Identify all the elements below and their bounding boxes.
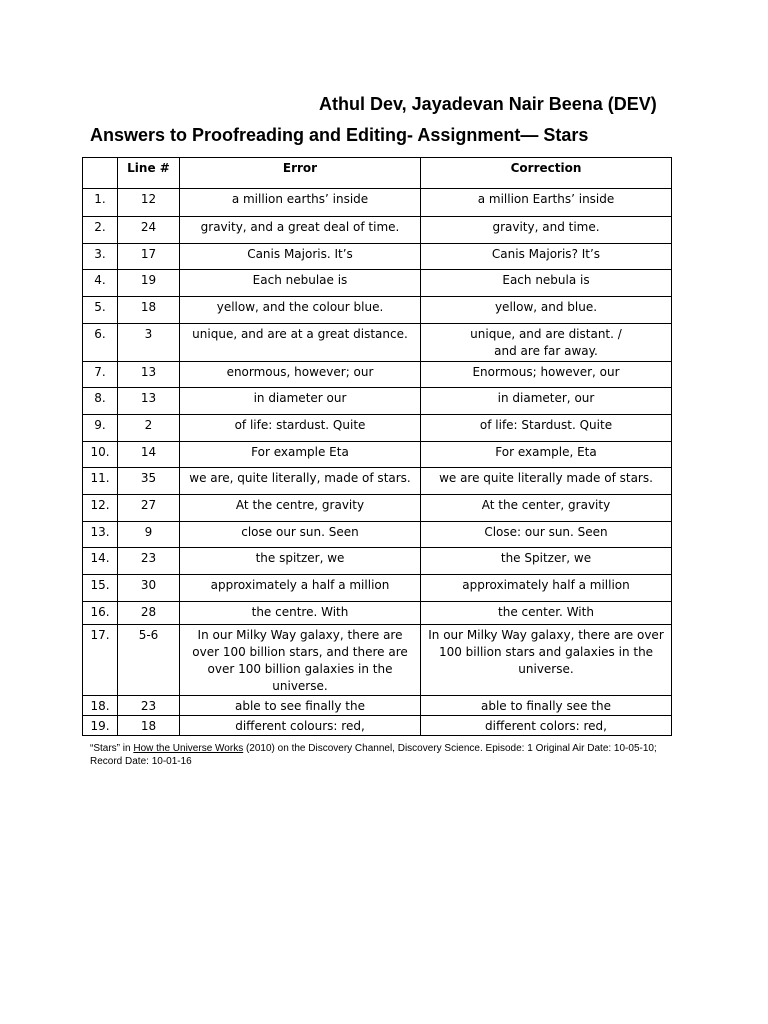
correction-text: the Spitzer, we [421, 548, 672, 575]
table-row [83, 468, 672, 495]
author-name: Athul Dev, Jayadevan Nair Beena (DEV) [319, 94, 657, 114]
line-number: 24 [118, 217, 180, 244]
line-number: 3 [118, 324, 180, 362]
row-number: 17. [83, 625, 118, 696]
line-number: 27 [118, 495, 180, 522]
line-number: 19 [118, 270, 180, 297]
error-text: we are, quite literally, made of stars. [180, 468, 421, 495]
line-number: 17 [118, 244, 180, 270]
error-text: of life: stardust. Quite [180, 415, 421, 442]
table-row [83, 297, 672, 324]
error-text: yellow, and the colour blue. [180, 297, 421, 324]
row-number: 3. [83, 244, 118, 270]
table-row [83, 189, 672, 217]
error-text: the centre. With [180, 602, 421, 625]
row-number: 14. [83, 548, 118, 575]
error-text: Each nebulae is [180, 270, 421, 297]
table-row [83, 442, 672, 468]
row-number: 6. [83, 324, 118, 362]
table-row [83, 244, 672, 270]
correction-text: a million Earths’ inside [421, 189, 672, 217]
line-number: 13 [118, 388, 180, 415]
table-row [83, 324, 672, 362]
table-row [83, 522, 672, 548]
correction-text: Canis Majoris? It’s [421, 244, 672, 270]
row-number: 2. [83, 217, 118, 244]
correction-text: At the center, gravity [421, 495, 672, 522]
row-number: 8. [83, 388, 118, 415]
page-title: Answers to Proofreading and Editing- Assignment— Stars [90, 125, 589, 145]
column-header-error: Error [180, 158, 421, 189]
error-text: in diameter our [180, 388, 421, 415]
row-number: 15. [83, 575, 118, 602]
error-text: approximately a half a million [180, 575, 421, 602]
column-header-number [83, 158, 118, 189]
row-number: 7. [83, 362, 118, 388]
table-row [83, 696, 672, 716]
correction-text: able to finally see the [421, 696, 672, 716]
correction-text: in diameter, our [421, 388, 672, 415]
column-header-line: Line # [118, 158, 180, 189]
table-row [83, 716, 672, 736]
line-number: 12 [118, 189, 180, 217]
table-row [83, 415, 672, 442]
table-row [83, 270, 672, 297]
error-text: In our Milky Way galaxy, there are over 100 billion stars, and there are over 100 billion galaxies in the universe. [180, 625, 421, 696]
correction-text: of life: Stardust. Quite [421, 415, 672, 442]
row-number: 16. [83, 602, 118, 625]
column-header-correction: Correction [421, 158, 672, 189]
correction-text: Close: our sun. Seen [421, 522, 672, 548]
table-body [83, 189, 672, 736]
table-row [83, 548, 672, 575]
table-row [83, 217, 672, 244]
row-number: 19. [83, 716, 118, 736]
correction-text: unique, and are distant. / and are far away. [421, 324, 672, 362]
footnote [90, 742, 690, 768]
line-number: 9 [118, 522, 180, 548]
error-text: Canis Majoris. It’s [180, 244, 421, 270]
correction-text: Each nebula is [421, 270, 672, 297]
correction-text: we are quite literally made of stars. [421, 468, 672, 495]
row-number: 13. [83, 522, 118, 548]
line-number: 5-6 [118, 625, 180, 696]
error-text: different colours: red, [180, 716, 421, 736]
error-text: able to see finally the [180, 696, 421, 716]
correction-text: For example, Eta [421, 442, 672, 468]
line-number: 23 [118, 696, 180, 716]
table-row [83, 362, 672, 388]
row-number: 4. [83, 270, 118, 297]
line-number: 18 [118, 716, 180, 736]
table-row [83, 388, 672, 415]
error-text: For example Eta [180, 442, 421, 468]
error-text: enormous, however; our [180, 362, 421, 388]
correction-text: yellow, and blue. [421, 297, 672, 324]
footnote-prefix: “Stars” in [90, 743, 134, 754]
footnote-suffix: (2010) on the Discovery Channel, Discovery Science. Episode: 1 Original Air Date: 10-05-10; Record Date: 10-01-16 [90, 743, 657, 767]
correction-text: gravity, and time. [421, 217, 672, 244]
footnote-book-title: How the Universe Works [133, 743, 244, 754]
row-number: 1. [83, 189, 118, 217]
row-number: 12. [83, 495, 118, 522]
answers-table [82, 157, 672, 736]
line-number: 13 [118, 362, 180, 388]
row-number: 11. [83, 468, 118, 495]
line-number: 35 [118, 468, 180, 495]
row-number: 18. [83, 696, 118, 716]
error-text: a million earths’ inside [180, 189, 421, 217]
error-text: close our sun. Seen [180, 522, 421, 548]
table-header-row [83, 158, 672, 189]
error-text: gravity, and a great deal of time. [180, 217, 421, 244]
table-row [83, 575, 672, 602]
error-text: the spitzer, we [180, 548, 421, 575]
table-row [83, 625, 672, 696]
correction-text: In our Milky Way galaxy, there are over 100 billion stars and galaxies in the universe. [421, 625, 672, 696]
correction-text: Enormous; however, our [421, 362, 672, 388]
correction-text: approximately half a million [421, 575, 672, 602]
correction-text: different colors: red, [421, 716, 672, 736]
row-number: 5. [83, 297, 118, 324]
correction-text: the center. With [421, 602, 672, 625]
line-number: 23 [118, 548, 180, 575]
row-number: 9. [83, 415, 118, 442]
error-text: unique, and are at a great distance. [180, 324, 421, 362]
table-row [83, 495, 672, 522]
table-row [83, 602, 672, 625]
line-number: 14 [118, 442, 180, 468]
line-number: 28 [118, 602, 180, 625]
error-text: At the centre, gravity [180, 495, 421, 522]
line-number: 30 [118, 575, 180, 602]
row-number: 10. [83, 442, 118, 468]
line-number: 18 [118, 297, 180, 324]
line-number: 2 [118, 415, 180, 442]
